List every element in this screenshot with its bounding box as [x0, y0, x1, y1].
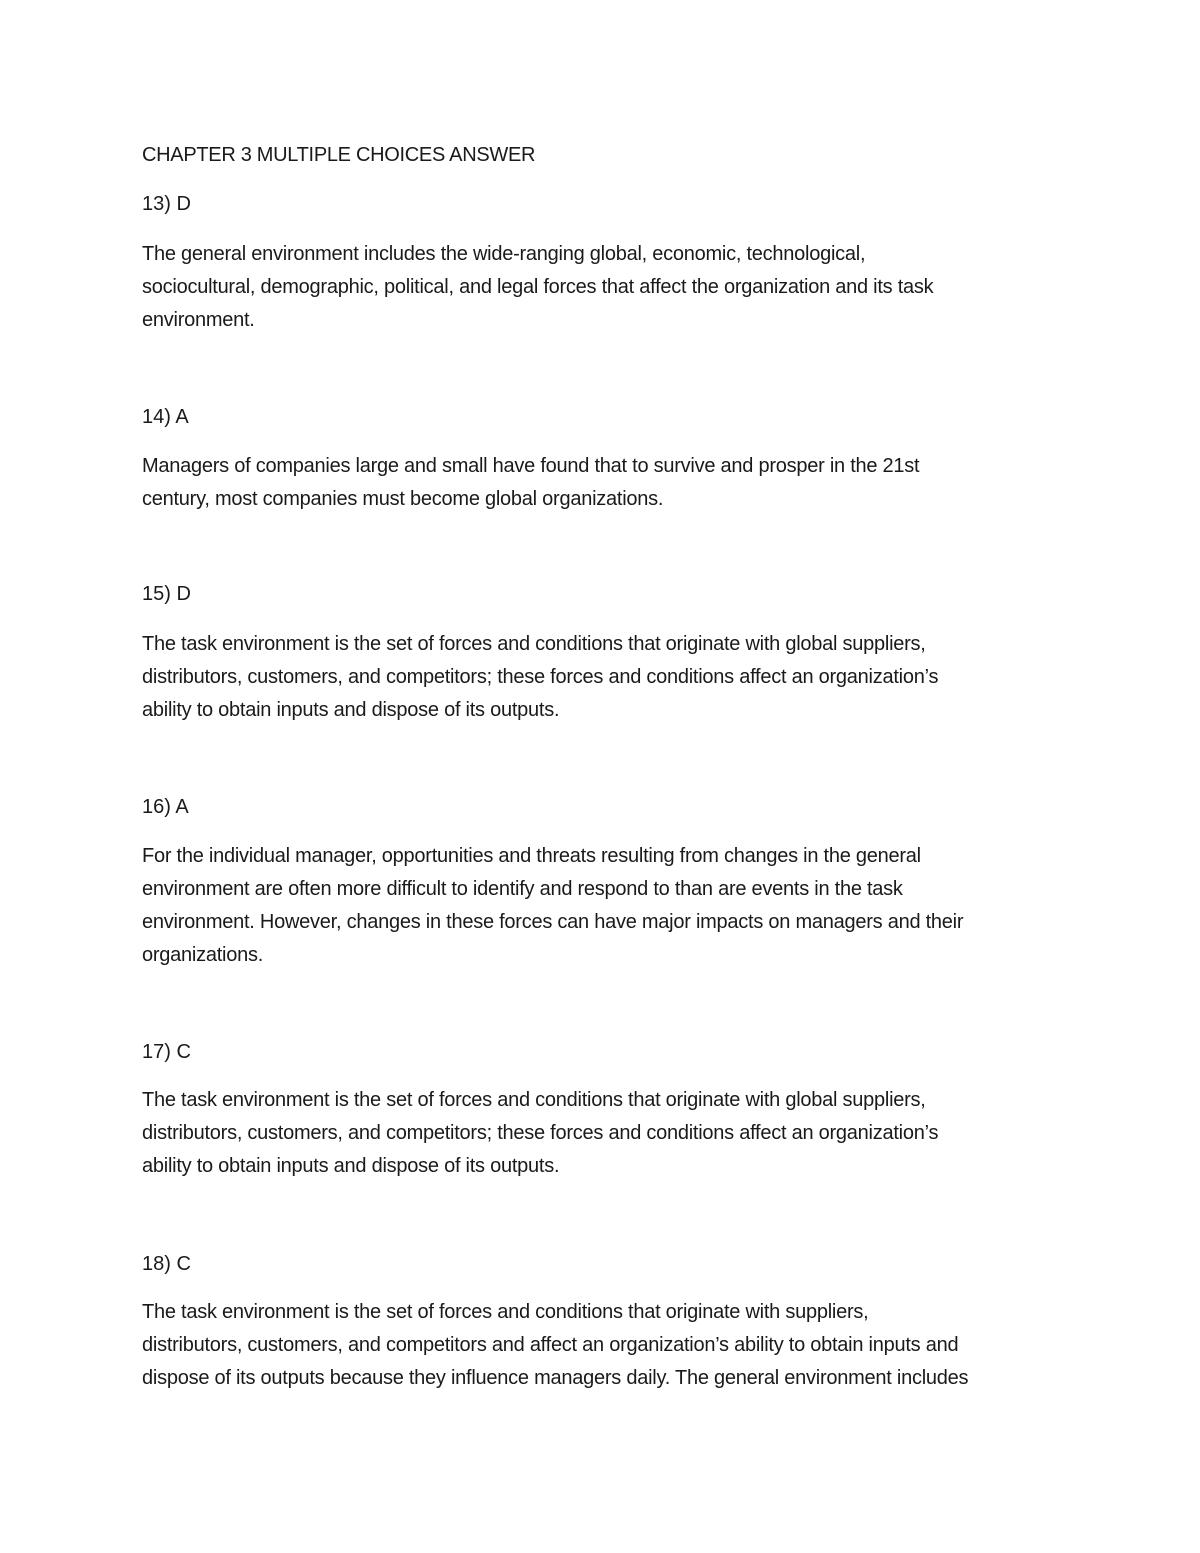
page-title: CHAPTER 3 MULTIPLE CHOICES ANSWER: [142, 144, 536, 166]
question-label-14: 14) A: [142, 406, 189, 428]
answer-line: ability to obtain inputs and dispose of its outputs.: [142, 1155, 560, 1177]
answer-line: dispose of its outputs because they influence managers daily. The general environment includes: [142, 1367, 969, 1389]
answer-line: environment. However, changes in these forces can have major impacts on managers and their: [142, 911, 964, 933]
answer-line: organizations.: [142, 944, 264, 966]
answer-line: The general environment includes the wide-ranging global, economic, technological,: [142, 243, 866, 265]
question-label-17: 17) C: [142, 1041, 191, 1063]
answer-line: environment.: [142, 309, 255, 331]
answer-text-14: [142, 450, 1062, 516]
answer-line: The task environment is the set of forces and conditions that originate with global suppliers,: [142, 633, 926, 655]
answer-text-18: [142, 1296, 1062, 1395]
answer-line: distributors, customers, and competitors and affect an organization’s ability to obtain inputs and: [142, 1334, 959, 1356]
answer-line: The task environment is the set of forces and conditions that originate with suppliers,: [142, 1301, 869, 1323]
answer-text-16: [142, 840, 1062, 972]
answer-text-13: [142, 238, 1062, 337]
answer-line: The task environment is the set of forces and conditions that originate with global suppliers,: [142, 1089, 926, 1111]
answer-line: environment are often more difficult to identify and respond to than are events in the task: [142, 878, 903, 900]
answer-line: century, most companies must become global organizations.: [142, 488, 664, 510]
question-label-13: 13) D: [142, 193, 191, 215]
answer-line: distributors, customers, and competitors; these forces and conditions affect an organization’s: [142, 666, 939, 688]
question-label-18: 18) C: [142, 1253, 191, 1275]
question-label-15: 15) D: [142, 583, 191, 605]
answer-line: distributors, customers, and competitors; these forces and conditions affect an organization’s: [142, 1122, 939, 1144]
answer-line: For the individual manager, opportunities and threats resulting from changes in the general: [142, 845, 921, 867]
answer-text-15: [142, 628, 1062, 727]
answer-line: sociocultural, demographic, political, and legal forces that affect the organization and its task: [142, 276, 934, 298]
question-label-16: 16) A: [142, 796, 189, 818]
answer-text-17: [142, 1084, 1062, 1183]
answer-line: Managers of companies large and small have found that to survive and prosper in the 21st: [142, 455, 920, 477]
answer-line: ability to obtain inputs and dispose of its outputs.: [142, 699, 560, 721]
